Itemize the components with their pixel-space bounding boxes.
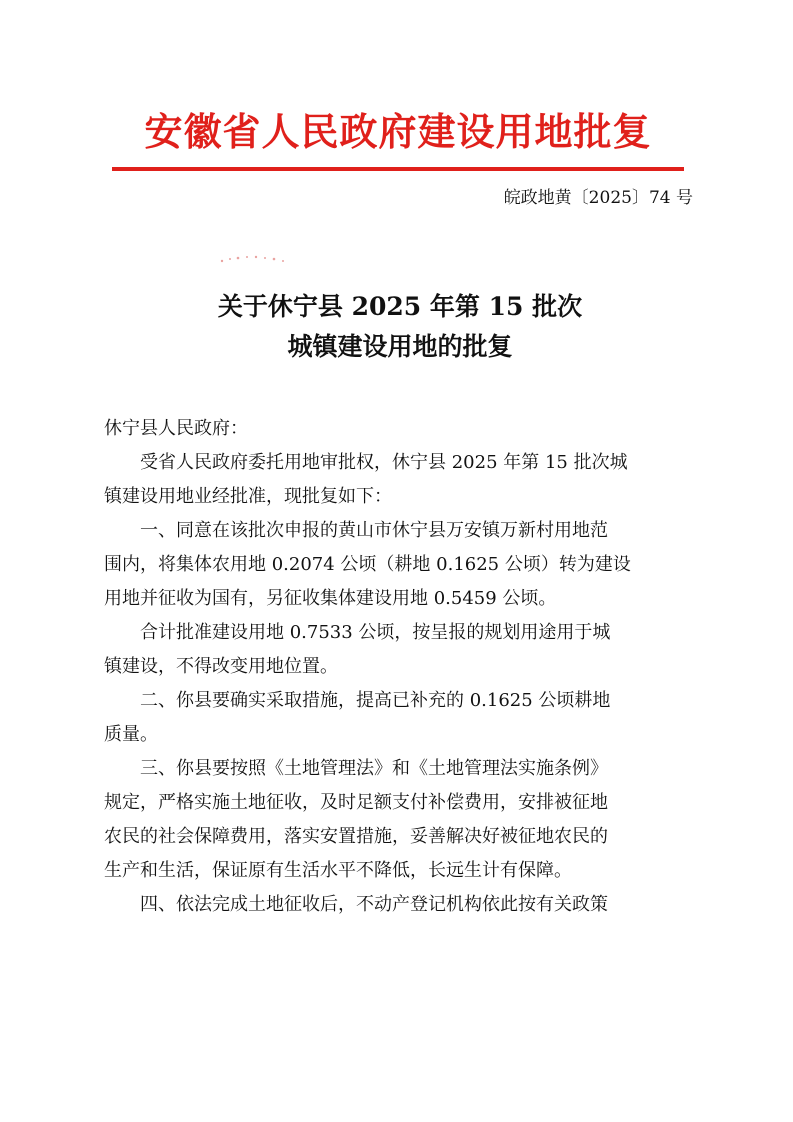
body-line: 规定，严格实施土地征收，及时足额支付补偿费用，安排被征地: [104, 792, 608, 813]
body-line: 农民的社会保障费用，落实安置措施，妥善解决好被征地农民的: [104, 826, 608, 847]
document-body: [104, 412, 694, 922]
issuing-authority-header: 安徽省人民政府建设用地批复: [144, 110, 652, 154]
document-number: 皖政地黄〔2025〕74 号: [503, 188, 693, 208]
body-line: 用地并征收为国有，另征收集体建设用地 0.5459 公顷。: [104, 588, 557, 609]
body-line: 三、你县要按照《土地管理法》和《土地管理法实施条例》: [104, 758, 608, 779]
body-line: 镇建设，不得改变用地位置。: [104, 656, 338, 677]
faint-seal-mark: [216, 252, 290, 266]
body-line: 二、你县要确实采取措施，提高已补充的 0.1625 公顷耕地: [104, 690, 611, 711]
title-line-2: 城镇建设用地的批复: [287, 332, 513, 361]
red-separator-line: [112, 167, 684, 171]
document-title: [100, 287, 700, 367]
salutation: 休宁县人民政府：: [104, 418, 248, 439]
body-line: 受省人民政府委托用地审批权，休宁县 2025 年第 15 批次城: [104, 452, 628, 473]
body-line: 围内，将集体农用地 0.2074 公顷（耕地 0.1625 公顷）转为建设: [104, 554, 631, 575]
body-line: 生产和生活，保证原有生活水平不降低，长远生计有保障。: [104, 860, 572, 881]
body-line: 质量。: [104, 724, 158, 745]
body-line: 镇建设用地业经批准，现批复如下：: [104, 486, 392, 507]
title-line-1: 关于休宁县 2025 年第 15 批次: [217, 292, 583, 321]
body-line: 一、同意在该批次申报的黄山市休宁县万安镇万新村用地范: [104, 520, 608, 541]
body-line: 合计批准建设用地 0.7533 公顷，按呈报的规划用途用于城: [104, 622, 611, 643]
body-line: 四、依法完成土地征收后，不动产登记机构依此按有关政策: [104, 894, 608, 915]
